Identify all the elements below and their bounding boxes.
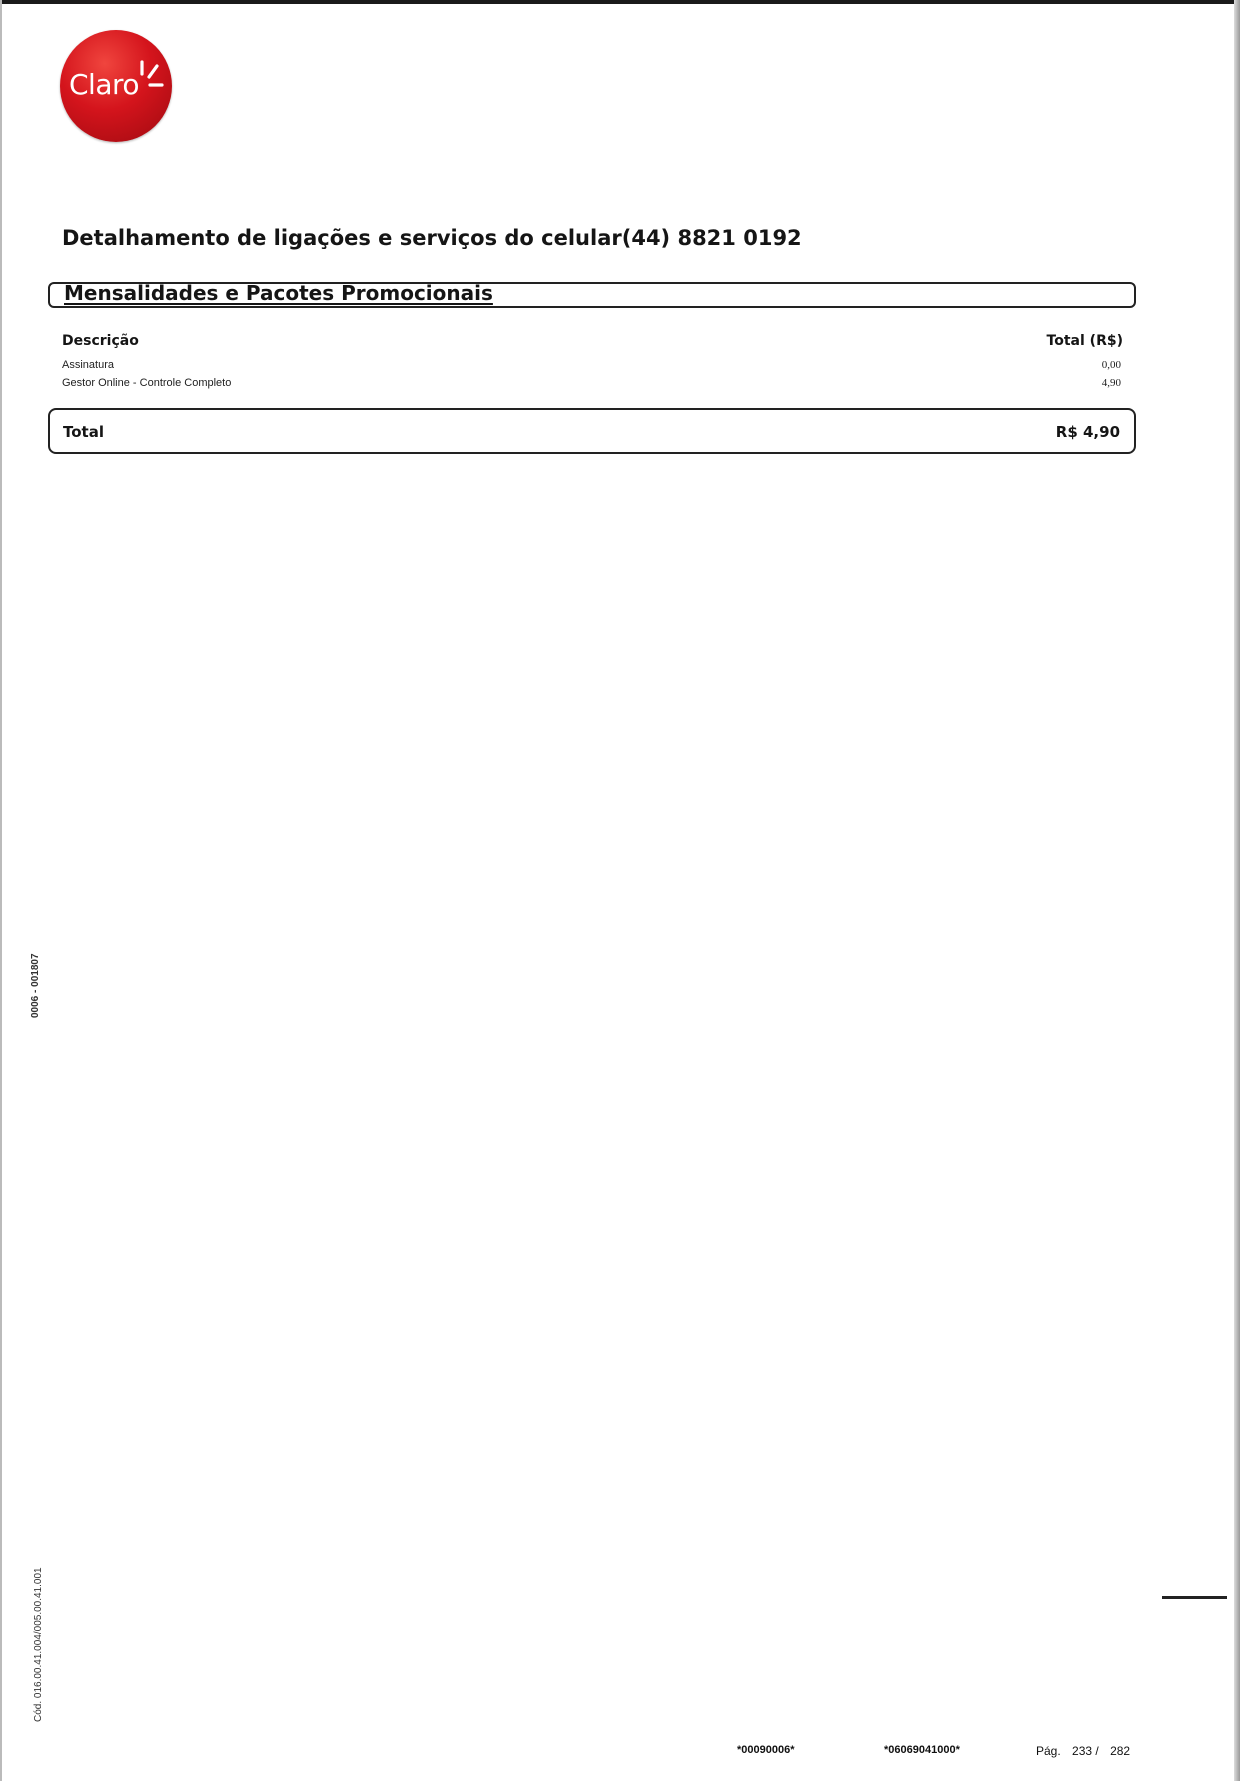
logo-wordmark: Claro — [69, 68, 140, 101]
document-title: Detalhamento de ligações e serviços do celular(44) 8821 0192 — [62, 226, 802, 250]
page-current: 233 / — [1072, 1744, 1099, 1758]
column-header-description: Descrição — [62, 333, 139, 349]
table-row — [62, 377, 1122, 393]
column-header-total: Total (R$) — [1046, 333, 1123, 349]
section-title: Mensalidades e Pacotes Promocionais — [64, 281, 493, 305]
row-value: 0,00 — [1101, 359, 1121, 371]
row-description: Assinatura — [62, 359, 114, 371]
page-number — [1036, 1744, 1138, 1758]
table-row — [62, 359, 1122, 375]
row-value: 4,90 — [1101, 377, 1121, 389]
claro-logo — [60, 30, 172, 142]
scan-right-edge — [1234, 0, 1240, 1781]
footer-code-2: *06069041000* — [884, 1744, 960, 1756]
form-code: Cód. 016.00.41.004/005.00.41.001 — [33, 1567, 44, 1722]
page-marker-line — [1162, 1596, 1227, 1599]
total-label: Total — [63, 423, 104, 441]
row-description: Gestor Online - Controle Completo — [62, 377, 232, 389]
page-label: Pág. — [1036, 1744, 1061, 1758]
page-total: 282 — [1110, 1744, 1131, 1758]
scan-left-edge — [0, 0, 2, 1781]
scan-top-edge — [0, 0, 1240, 4]
section-header-box — [48, 282, 1136, 308]
total-value: R$ 4,90 — [1055, 423, 1120, 441]
footer-code-1: *00090006* — [737, 1744, 795, 1756]
batch-code: 0006 - 001807 — [30, 953, 41, 1018]
total-box — [48, 408, 1136, 454]
logo-rays-icon — [130, 60, 164, 100]
